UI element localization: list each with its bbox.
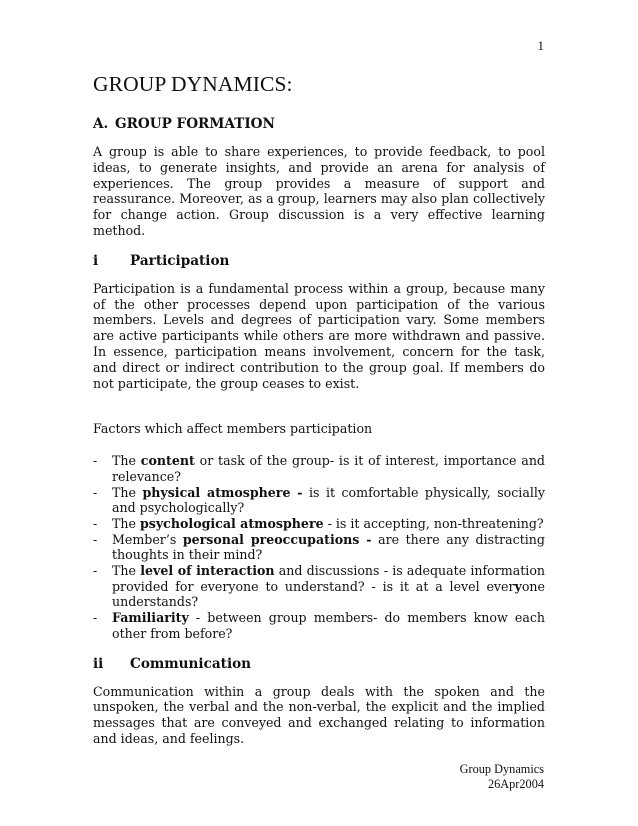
communication-title: Communication — [130, 655, 252, 672]
list-item — [93, 532, 545, 563]
factor-keyword: y — [514, 578, 522, 594]
group-formation-paragraph: A group is able to share experiences, to provide feedback, to pool ideas, to generate insights, and provide an arena for analysis of experiences. The group provides a measure of support and reassurance. Moreover, as a group, learners may also plan collectively for change action. Group discussion is a very effective learning method. — [93, 144, 545, 238]
factor-keyword: Familiarity — [112, 610, 189, 626]
bullet-dash: - — [93, 484, 98, 500]
participation-number: i — [93, 252, 99, 269]
list-item — [93, 516, 545, 532]
communication-heading — [93, 656, 545, 672]
footer-title: Group Dynamics — [459, 762, 544, 776]
factor-text: The — [112, 453, 141, 469]
section-a-title: GROUP FORMATION — [115, 116, 275, 132]
bullet-dash: - — [93, 453, 98, 469]
factor-text: and discussions - is adequate information provided for everyone to understand? - is it at a level ever — [112, 563, 546, 594]
list-item — [93, 610, 545, 641]
factor-text: one understands? — [112, 578, 545, 610]
factor-text: - is it accepting, non-threatening? — [323, 515, 544, 531]
page-footer — [460, 762, 544, 792]
factors-intro: Factors which affect members participation — [93, 421, 373, 437]
section-a-heading — [93, 116, 545, 132]
bullet-dash: - — [93, 610, 98, 626]
factor-keyword: physical atmosphere - — [142, 484, 303, 500]
factor-text: The — [112, 563, 141, 579]
bullet-dash: - — [93, 563, 98, 579]
factor-text: is it comfortable physically, socially and psychologically? — [112, 484, 545, 516]
factor-keyword: personal preoccupations - — [182, 531, 372, 547]
participation-heading — [93, 253, 545, 269]
participation-paragraph: Participation is a fundamental process within a group, because many of the other processes depend upon participation of the various members. Levels and degrees of participation vary. Some members are active participants while others are more withdrawn and passive. In essence, participation means involvement, concern for the task, and direct or indirect contribution to the group goal. If members do not participate, the group ceases to exist. — [93, 280, 545, 391]
factor-keyword: level of interaction — [140, 563, 275, 579]
factor-text: Member’s — [112, 531, 183, 547]
document-body — [93, 72, 545, 747]
factor-text: are there any distracting thoughts in their mind? — [112, 531, 545, 563]
factor-keyword: psychological atmosphere — [139, 515, 324, 531]
bullet-dash: - — [93, 515, 98, 531]
document-title: GROUP DYNAMICS: — [93, 72, 293, 96]
factors-list — [93, 453, 545, 641]
footer-date: 26Apr2004 — [487, 777, 544, 791]
communication-paragraph: Communication within a group deals with the spoken and the unspoken, the verbal and the non-verbal, the explicit and the implied messages that are conveyed and exchanged relating to information and ideas, and feelings. — [93, 683, 545, 746]
factor-keyword: content — [140, 453, 195, 469]
list-item — [93, 453, 545, 484]
page-number: 1 — [537, 38, 544, 53]
list-item — [93, 485, 545, 516]
section-a-number: A. — [93, 116, 109, 132]
participation-title: Participation — [130, 252, 230, 269]
factor-text: The — [112, 515, 140, 531]
factor-text: The — [112, 484, 143, 500]
list-item — [93, 563, 545, 610]
communication-number: ii — [93, 655, 104, 672]
bullet-dash: - — [93, 531, 98, 547]
factor-text: or task of the group- is it of interest, importance and relevance? — [112, 453, 545, 484]
factor-text: - between group members- do members know each other from before? — [112, 610, 545, 641]
